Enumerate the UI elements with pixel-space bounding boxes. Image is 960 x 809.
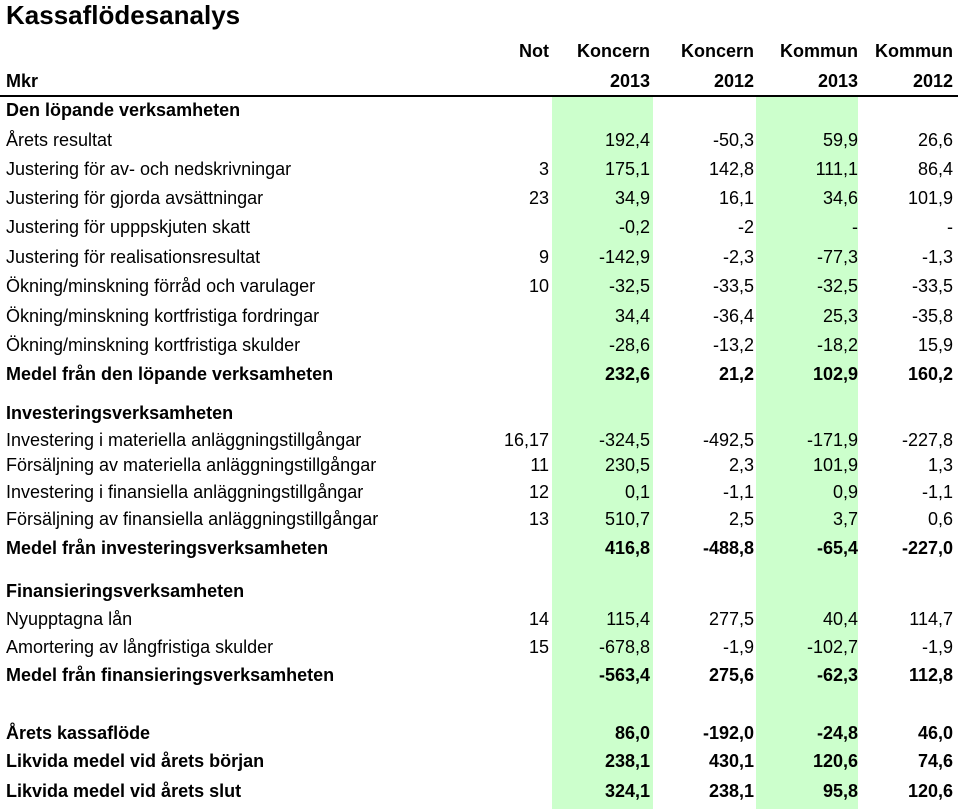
note-cell: 10 bbox=[528, 276, 549, 296]
value-cell: -65,4 bbox=[816, 538, 858, 558]
value-cell: 120,6 bbox=[907, 781, 953, 801]
row-label: Försäljning av finansiella anläggningstillgångar bbox=[6, 509, 379, 529]
header-cell: 2013 bbox=[609, 71, 650, 91]
header-cell: Koncern bbox=[576, 41, 650, 61]
value-cell: -227,0 bbox=[901, 538, 953, 558]
value-cell: 95,8 bbox=[822, 781, 858, 801]
value-cell: 1,3 bbox=[927, 455, 953, 475]
value-cell: -2 bbox=[737, 217, 754, 237]
value-cell: 101,9 bbox=[907, 188, 953, 208]
value-cell: -77,3 bbox=[816, 247, 858, 267]
header-cell: 2013 bbox=[817, 71, 858, 91]
value-cell: 86,0 bbox=[614, 723, 650, 743]
value-cell: 115,4 bbox=[606, 609, 650, 629]
value-cell: -32,5 bbox=[608, 276, 650, 296]
value-cell: 25,3 bbox=[822, 306, 858, 326]
value-cell: -678,8 bbox=[598, 637, 650, 657]
value-cell: 232,6 bbox=[604, 364, 650, 384]
value-cell: 74,6 bbox=[917, 751, 953, 771]
note-cell: 16,17 bbox=[503, 430, 549, 450]
value-cell: 34,6 bbox=[822, 188, 858, 208]
value-cell: 192,4 bbox=[604, 130, 650, 150]
note-cell: 23 bbox=[528, 188, 549, 208]
value-cell: -33,5 bbox=[712, 276, 754, 296]
row-label: Den löpande verksamheten bbox=[6, 100, 241, 120]
value-cell: 86,4 bbox=[917, 159, 953, 179]
header-cell: Kommun bbox=[780, 41, 858, 61]
value-cell: -227,8 bbox=[901, 430, 953, 450]
value-cell: -1,1 bbox=[921, 482, 953, 502]
value-cell: -32,5 bbox=[816, 276, 858, 296]
row-label: Investering i finansiella anläggningstillgångar bbox=[6, 482, 364, 502]
value-cell: -171,9 bbox=[806, 430, 858, 450]
row-label: Justering för av- och nedskrivningar bbox=[6, 159, 292, 179]
value-cell: 175,1 bbox=[604, 159, 650, 179]
value-cell: 101,9 bbox=[812, 455, 858, 475]
page-title: Kassaflödesanalys bbox=[6, 0, 241, 30]
value-cell: 0,6 bbox=[927, 509, 953, 529]
value-cell: -33,5 bbox=[911, 276, 953, 296]
value-cell: 112,8 bbox=[908, 665, 953, 685]
header-cell: Koncern bbox=[680, 41, 754, 61]
row-label: Justering för realisationsresultat bbox=[6, 247, 261, 267]
value-cell: 230,5 bbox=[604, 455, 650, 475]
value-cell: -1,3 bbox=[921, 247, 953, 267]
value-cell: -102,7 bbox=[806, 637, 858, 657]
value-cell: -324,5 bbox=[598, 430, 650, 450]
value-cell: -24,8 bbox=[816, 723, 858, 743]
value-cell: 40,4 bbox=[822, 609, 858, 629]
value-cell: 15,9 bbox=[917, 335, 953, 355]
value-cell: 2,3 bbox=[728, 455, 754, 475]
value-cell: 2,5 bbox=[728, 509, 754, 529]
note-cell: 15 bbox=[528, 637, 549, 657]
header-cell: Mkr bbox=[6, 71, 39, 91]
header-divider bbox=[0, 95, 958, 97]
value-cell: 238,1 bbox=[708, 781, 754, 801]
value-cell: -50,3 bbox=[712, 130, 754, 150]
value-cell: 34,4 bbox=[614, 306, 650, 326]
note-cell: 3 bbox=[538, 159, 549, 179]
header-cell: Kommun bbox=[875, 41, 953, 61]
value-cell: - bbox=[947, 217, 953, 237]
row-label: Årets resultat bbox=[6, 130, 113, 150]
value-cell: -13,2 bbox=[712, 335, 754, 355]
value-cell: 26,6 bbox=[917, 130, 953, 150]
value-cell: 3,7 bbox=[832, 509, 858, 529]
value-cell: -192,0 bbox=[702, 723, 754, 743]
value-cell: 275,6 bbox=[708, 665, 754, 685]
value-cell: 0,1 bbox=[624, 482, 650, 502]
value-cell: -28,6 bbox=[608, 335, 650, 355]
row-label: Medel från investeringsverksamheten bbox=[6, 538, 329, 558]
row-label: Investering i materiella anläggningstillgångar bbox=[6, 430, 362, 450]
value-cell: -35,8 bbox=[911, 306, 953, 326]
row-label: Försäljning av materiella anläggningstillgångar bbox=[6, 455, 377, 475]
value-cell: -488,8 bbox=[702, 538, 754, 558]
value-cell: 0,9 bbox=[832, 482, 858, 502]
value-cell: 34,9 bbox=[614, 188, 650, 208]
value-cell: 21,2 bbox=[718, 364, 754, 384]
value-cell: 160,2 bbox=[907, 364, 953, 384]
row-label: Amortering av långfristiga skulder bbox=[6, 637, 274, 657]
value-cell: 277,5 bbox=[708, 609, 754, 629]
value-cell: 102,9 bbox=[812, 364, 858, 384]
row-label: Årets kassaflöde bbox=[6, 723, 151, 743]
value-cell: 142,8 bbox=[708, 159, 754, 179]
value-cell: -142,9 bbox=[598, 247, 650, 267]
value-cell: -1,9 bbox=[921, 637, 953, 657]
row-label: Justering för upppskjuten skatt bbox=[6, 217, 251, 237]
header-cell: Not bbox=[519, 41, 549, 61]
value-cell: 238,1 bbox=[604, 751, 650, 771]
row-label: Ökning/minskning kortfristiga fordringar bbox=[6, 306, 320, 326]
row-label: Justering för gjorda avsättningar bbox=[6, 188, 264, 208]
note-cell: 11 bbox=[530, 455, 549, 475]
note-cell: 14 bbox=[528, 609, 549, 629]
value-cell: 324,1 bbox=[604, 781, 650, 801]
header-cell: 2012 bbox=[713, 71, 754, 91]
note-cell: 12 bbox=[528, 482, 549, 502]
row-label: Medel från den löpande verksamheten bbox=[6, 364, 334, 384]
row-label: Ökning/minskning kortfristiga skulder bbox=[6, 335, 301, 355]
value-cell: 120,6 bbox=[812, 751, 858, 771]
row-label: Medel från finansieringsverksamheten bbox=[6, 665, 335, 685]
value-cell: -1,9 bbox=[722, 637, 754, 657]
value-cell: -1,1 bbox=[722, 482, 754, 502]
value-cell: 510,7 bbox=[604, 509, 650, 529]
value-cell: 416,8 bbox=[604, 538, 650, 558]
value-cell: - bbox=[852, 217, 858, 237]
row-label: Finansieringsverksamheten bbox=[6, 581, 245, 601]
value-cell: 59,9 bbox=[822, 130, 858, 150]
value-cell: -492,5 bbox=[702, 430, 754, 450]
row-label: Nyupptagna lån bbox=[6, 609, 133, 629]
header-cell: 2012 bbox=[912, 71, 953, 91]
value-cell: -2,3 bbox=[722, 247, 754, 267]
value-cell: 46,0 bbox=[917, 723, 953, 743]
value-cell: 111,1 bbox=[815, 159, 858, 179]
value-cell: 430,1 bbox=[708, 751, 754, 771]
value-cell: 16,1 bbox=[718, 188, 754, 208]
value-cell: -62,3 bbox=[816, 665, 858, 685]
note-cell: 9 bbox=[538, 247, 549, 267]
value-cell: -18,2 bbox=[816, 335, 858, 355]
row-label: Likvida medel vid årets början bbox=[6, 751, 265, 771]
value-cell: -0,2 bbox=[618, 217, 650, 237]
value-cell: -563,4 bbox=[598, 665, 650, 685]
row-label: Likvida medel vid årets slut bbox=[6, 781, 242, 801]
value-cell: 114,7 bbox=[909, 609, 953, 629]
row-label: Ökning/minskning förråd och varulager bbox=[6, 276, 316, 296]
row-label: Investeringsverksamheten bbox=[6, 403, 234, 423]
value-cell: -36,4 bbox=[712, 306, 754, 326]
note-cell: 13 bbox=[528, 509, 549, 529]
